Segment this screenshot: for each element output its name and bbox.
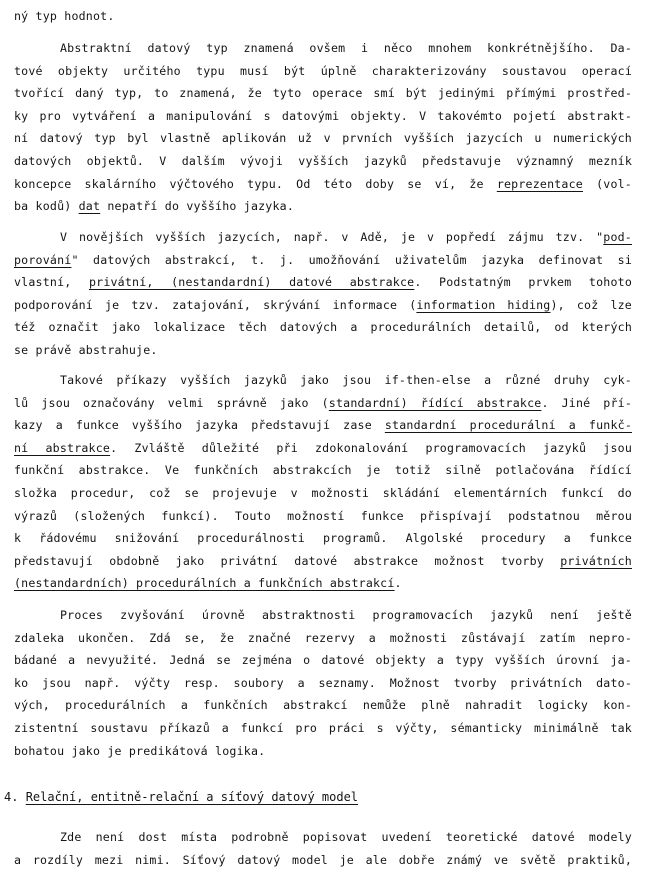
text-line <box>14 604 632 627</box>
text-line <box>14 849 632 872</box>
text-line <box>14 527 632 550</box>
text-line <box>14 717 632 740</box>
section-title: Relační, entitně-relační a síťový datový model <box>25 790 359 804</box>
text-run: se právě abstrahuje. <box>14 342 158 357</box>
underlined-term: privátní, (nestandardní) datové abstrakce <box>88 275 415 290</box>
underlined-term: porování <box>14 252 72 267</box>
paragraph-datovy-typ <box>14 37 632 218</box>
text-run: . Podstatným prvkem tohoto <box>414 275 632 290</box>
text-line <box>14 672 632 695</box>
text-run: ), což lze <box>550 297 632 312</box>
section-number: 4. <box>4 790 19 804</box>
underlined-term: information hiding <box>416 297 551 312</box>
underlined-term: standardní) řídící abstrakce <box>328 395 542 410</box>
text-run: k řádovému snižování procedurálnosti programů. Algolské procedury a funkce <box>14 531 632 546</box>
text-run: lů jsou označovány velmi správně jako ( <box>14 395 329 410</box>
text-run: bohatou jako je predikátová logika. <box>14 743 266 758</box>
text-run: . <box>394 576 402 591</box>
text-run: tové objekty určitého typu musí být úplně charakterizovány soustavou operací <box>14 63 632 78</box>
text-line <box>14 572 632 595</box>
text-run: V novějších vyšších jazycích, např. v Adě, je v popředí zájmu tzv. " <box>60 230 604 244</box>
text-run: Takové příkazy vyšších jazyků jako jsou if-then-else a různé druhy cyk- <box>60 373 632 387</box>
text-line <box>14 316 632 339</box>
text-run: ko jsou např. výčty resp. soubory a seznamy. Možnost tvorby privátních dato- <box>14 675 632 690</box>
text-run: vlastní, <box>14 275 89 290</box>
text-run: tvořící daný typ, to znamená, že tyto operace smí být jedinými přímými prostřed- <box>14 86 632 101</box>
text-line <box>14 150 632 173</box>
text-run: ky pro vytváření a manipulování s datovými objekty. V takovémto pojetí abstrakt- <box>14 108 632 123</box>
text-line <box>14 649 632 672</box>
text-line <box>14 459 632 482</box>
text-run: Abstraktní datový typ znamená ovšem i něco mnohem konkrétnějšího. Da- <box>60 41 632 55</box>
text-line <box>14 226 632 249</box>
text-line <box>14 740 632 763</box>
text-line <box>14 60 632 83</box>
underlined-term: pod- <box>603 230 632 244</box>
text-run: " datových abstrakcí, t. j. umožňování uživatelům jazyka definovat si <box>71 252 632 267</box>
text-line <box>14 294 632 317</box>
text-line <box>14 82 632 105</box>
text-line <box>14 437 632 460</box>
text-line <box>14 627 632 650</box>
underlined-term: (nestandardních) procedurálních a funkčních abstrakcí <box>14 576 395 591</box>
text-line <box>14 271 632 294</box>
text-run: ný typ hodnot. <box>14 9 115 23</box>
text-line <box>14 550 632 573</box>
underlined-term: reprezentace <box>496 176 583 191</box>
text-run: podporování je tzv. zatajování, skrývání informace ( <box>14 297 417 312</box>
text-line <box>14 694 632 717</box>
text-run: a rozdíly mezi nimi. Síťový datový model je ale dobře známý ve světě praktiků, <box>14 852 632 867</box>
paragraph-abstraktnost <box>14 604 632 762</box>
paragraph-datove-modely <box>14 826 632 871</box>
underlined-term: privátních <box>560 553 632 568</box>
text-run: kazy a funkce vyššího jazyka představují zase <box>14 418 385 433</box>
text-line <box>14 414 632 437</box>
text-run: bádané a nevyužité. Jedná se zejména o datové objekty a typy vyšších úrovní ja- <box>14 653 632 668</box>
text-line <box>14 482 632 505</box>
text-run: koncepce skalárního výčtového typu. Od této doby se ví, že <box>14 176 497 191</box>
text-run: výrazů (složených funkcí). Touto možností funkce přispívají podstatnou měrou <box>14 508 632 523</box>
text-run: ní datový typ byl vlastně aplikován už v prvních vyšších jazycích u numerických <box>14 131 632 146</box>
text-line <box>14 105 632 128</box>
text-run: datových objektů. V dalším vývoji vyšších jazyků představuje významný mezník <box>14 153 632 168</box>
text-line <box>14 249 632 272</box>
paragraph-fragment <box>14 5 632 28</box>
paragraph-ridici-abstrakce <box>14 369 632 595</box>
text-run: nepatří do vyššího jazyka. <box>100 199 295 214</box>
text-run: vých, procedurálních a funkčních abstrakcí nemůže plně nahradit logicky kon- <box>14 698 632 713</box>
text-run: složka procedur, což se projevuje v možnosti skládání elementárních funkcí do <box>14 485 632 500</box>
text-run: . Jiné pří- <box>541 395 633 410</box>
text-run: Proces zvyšování úrovně abstraktnosti programovacích jazyků není ještě <box>60 608 632 622</box>
text-line <box>14 339 632 362</box>
text-line <box>14 173 632 196</box>
text-run: představují obdobně jako privátní datové abstrakce možnost tvorby <box>14 553 561 568</box>
text-line <box>14 5 632 28</box>
text-line <box>14 127 632 150</box>
underlined-term: dat <box>78 199 101 214</box>
underlined-term: ní abstrakce <box>14 440 111 455</box>
paragraph-podporovani <box>14 226 632 362</box>
text-run: Zde není dost místa podrobně popisovat uvedení teoretické datové modely <box>60 830 632 844</box>
text-run: též označit jako lokalizace těch datových a procedurálních detailů, od kterých <box>14 320 632 335</box>
text-line <box>14 826 632 849</box>
text-run: . Zvláště důležité při zdokonalování programovacích jazyků jsou <box>110 440 632 455</box>
section-heading <box>4 786 358 808</box>
text-line <box>14 37 632 60</box>
text-run: zdaleka ukončen. Zdá se, že značné rezervy a možnosti zůstávají zatím nepro- <box>14 630 632 645</box>
underlined-term: standardní procedurální a funkč- <box>384 418 633 433</box>
text-run: ba kodů) <box>14 199 79 214</box>
text-run: (vol- <box>582 176 632 191</box>
text-line <box>14 195 632 218</box>
text-run: zistentní soustavu příkazů a funkcí pro práci s výčty, sémanticky minimálně tak <box>14 720 632 735</box>
text-line <box>14 369 632 392</box>
text-line <box>14 505 632 528</box>
text-line <box>14 392 632 415</box>
text-run: funkční abstrakce. Ve funkčních abstrakcích je totiž silně potlačována řídící <box>14 463 632 478</box>
